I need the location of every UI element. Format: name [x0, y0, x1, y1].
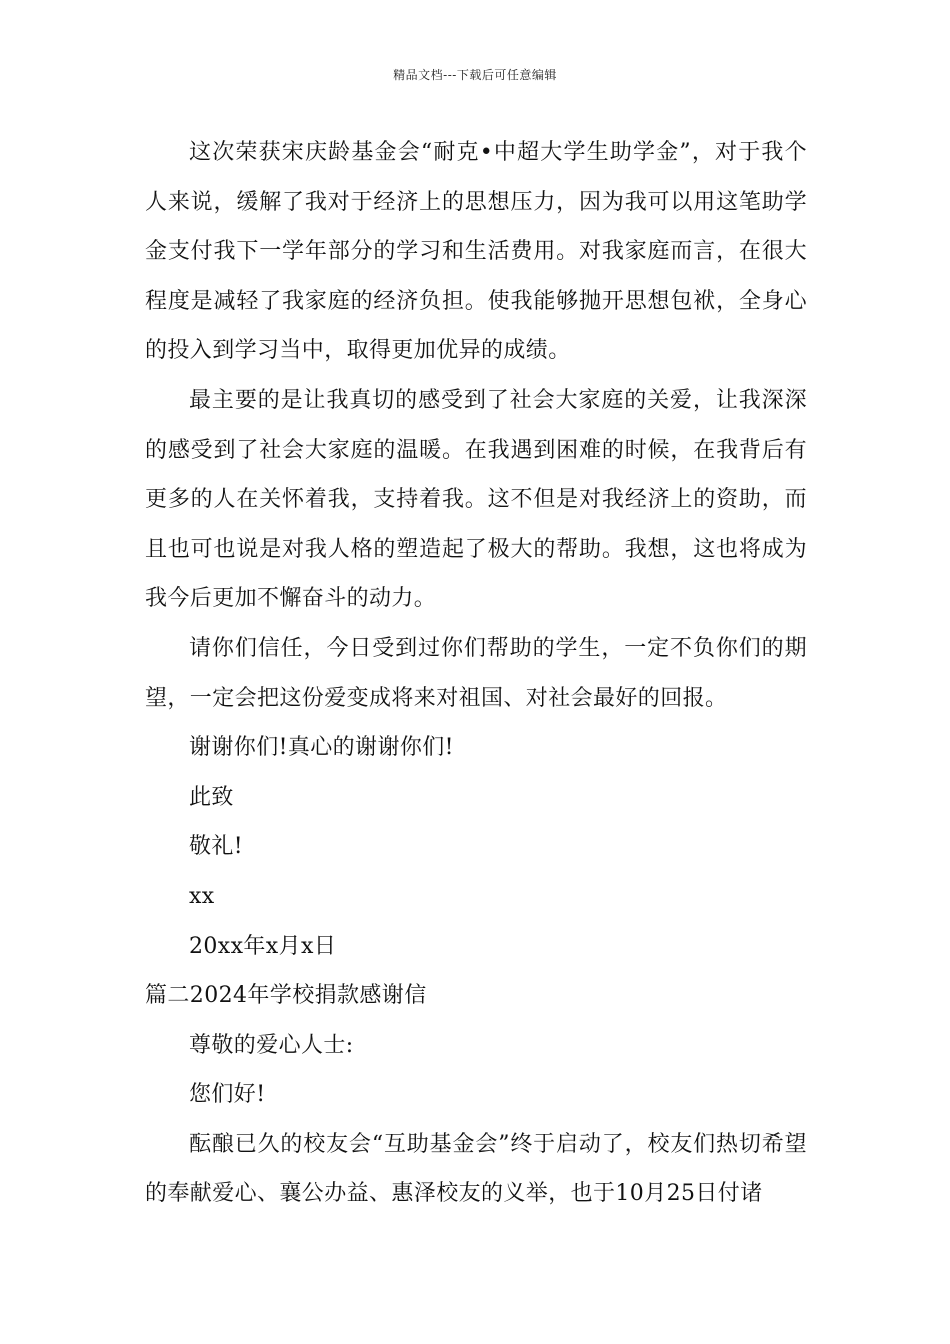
paragraph-social-care: 最主要的是让我真切的感受到了社会大家庭的关爱，让我深深的感受到了社会大家庭的温暖。在我遇到困难的时候，在我背后有更多的人在关怀着我，支持着我。这不但是对我经济上的资助，而且也可也说是对我人格的塑造起了极大的帮助。我想，这也将成为我今后更加不懈奋斗的动力。: [145, 387, 807, 612]
paragraph-fund-launch: 酝酿已久的校友会“互助基金会”终于启动了，校友们热切希望的奉献爱心、襄公办益、惠泽校友的义举，也于10月25日付诸: [145, 1131, 807, 1207]
closing-jingli: 敬礼!: [189, 834, 244, 860]
greeting: 您们好!: [189, 1082, 266, 1108]
closing-cizhi: 此致: [189, 784, 234, 810]
paragraph-promise: 请你们信任，今日受到过你们帮助的学生，一定不负你们的期望，一定会把这份爱变成将来对祖国、对社会最好的回报。: [145, 635, 807, 711]
section-heading: 篇二2024年学校捐款感谢信: [145, 983, 427, 1009]
document-body: [145, 128, 807, 1219]
signature-date: 20xx年x月x日: [189, 933, 337, 959]
paragraph-scholarship-benefit: 这次荣获宋庆龄基金会“耐克•中超大学生助学金”，对于我个人来说，缓解了我对于经济上的思想压力，因为我可以用这笔助学金支付我下一学年部分的学习和生活费用。对我家庭而言，在很大程度是减轻了我家庭的经济负担。使我能够抛开思想包袱，全身心的投入到学习当中，取得更加优异的成绩。: [145, 140, 807, 364]
salutation: 尊敬的爱心人士:: [189, 1032, 354, 1058]
signature-name: xx: [189, 883, 215, 909]
page-header: 精品文档---下载后可任意编辑: [393, 68, 557, 82]
paragraph-thanks: 谢谢你们!真心的谢谢你们!: [189, 735, 454, 761]
